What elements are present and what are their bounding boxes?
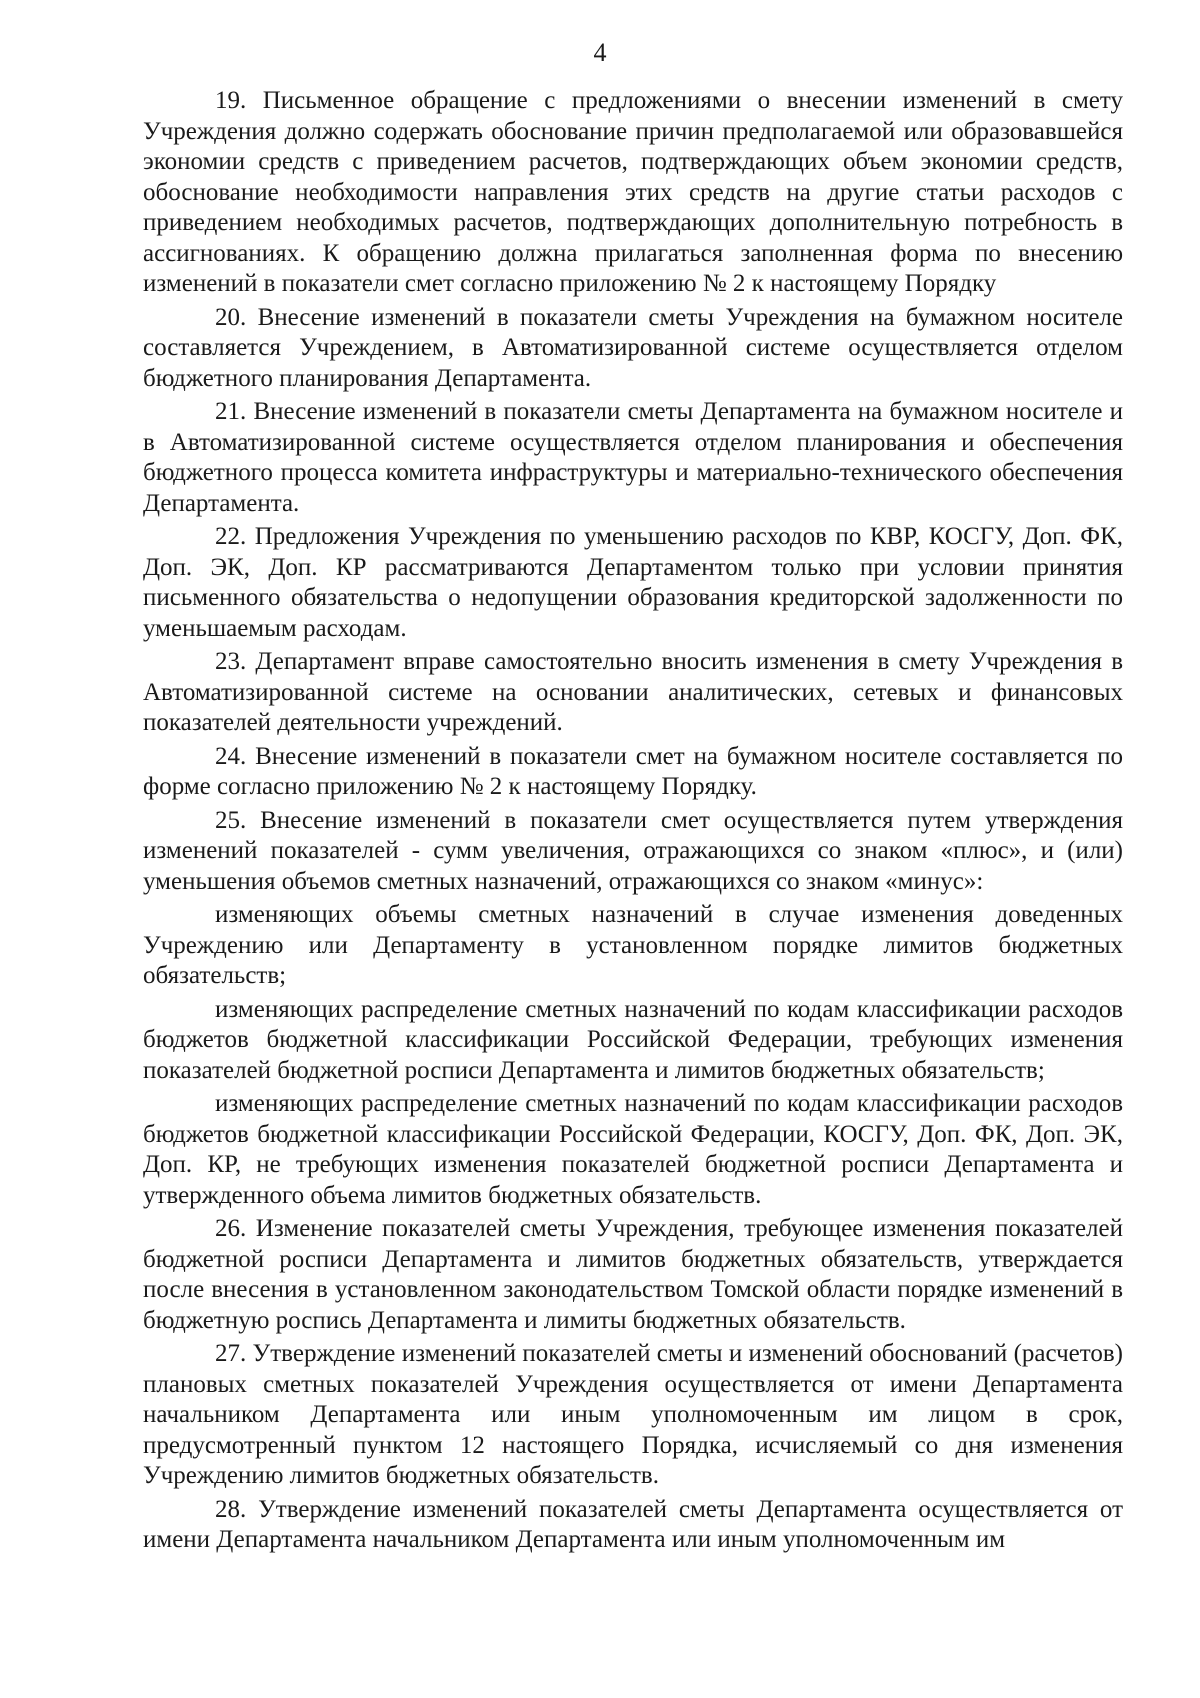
paragraph-28: 28. Утверждение изменений показателей сметы Департамента осуществляется от имени Департамента начальником Департамента или иным уполномоченным им xyxy=(143,1495,1123,1553)
paragraph-25: 25. Внесение изменений в показатели смет осуществляется путем утверждения изменений показателей - сумм увеличения, отражающихся со знаком «плюс», и (или) уменьшения объемов сметных назначений, отражающихся со знаком «минус»: xyxy=(143,806,1123,895)
paragraph-25-item-1: изменяющих объемы сметных назначений в случае изменения доведенных Учреждению или Департаменту в установленном порядке лимитов бюджетных обязательств; xyxy=(143,901,1123,989)
paragraph-20: 20. Внесение изменений в показатели сметы Учреждения на бумажном носителе составляется Учреждением, в Автоматизированной системе осуществляется отделом бюджетного планирования Департамента. xyxy=(143,303,1123,392)
paragraph-19: 19. Письменное обращение с предложениями о внесении изменений в смету Учреждения должно содержать обоснование причин предполагаемой или образовавшейся экономии средств с приведением расчетов, подтверждающих объем экономии средств, обоснование необходимости направления этих средств на другие статьи расходов с приведением необходимых расчетов, подтверждающих дополнительную потребность в ассигнованиях. К обращению должна прилагаться заполненная форма по внесению изменений в показатели смет согласно приложению № 2 к настоящему Порядку xyxy=(143,87,1123,297)
paragraph-27: 27. Утверждение изменений показателей сметы и изменений обоснований (расчетов) плановых сметных показателей Учреждения осуществляется от имени Департамента начальником Департамента или иным уполномоченным им лицом в срок, предусмотренный пунктом 12 настоящего Порядка, исчисляемый со дня изменения Учреждению лимитов бюджетных обязательств. xyxy=(143,1340,1123,1489)
page-number: 4 xyxy=(593,38,607,67)
paragraph-25-item-3: изменяющих распределение сметных назначений по кодам классификации расходов бюджетов бюджетной классификации Российской Федерации, КОСГУ, Доп. ФК, Доп. ЭК, Доп. КР, не требующих изменения показателей бюджетной росписи Департамента и утвержденного объема лимитов бюджетных обязательств. xyxy=(143,1090,1123,1209)
paragraph-25-item-2: изменяющих распределение сметных назначений по кодам классификации расходов бюджетов бюджетной классификации Российской Федерации, требующих изменения показателей бюджетной росписи Департамента и лимитов бюджетных обязательств; xyxy=(143,995,1123,1084)
paragraph-22: 22. Предложения Учреждения по уменьшению расходов по КВР, КОСГУ, Доп. ФК, Доп. ЭК, Доп. КР рассматриваются Департаментом только при условии принятия письменного обязательства о недопущении образования кредиторской задолженности по уменьшаемым расходам. xyxy=(143,523,1123,642)
paragraph-24: 24. Внесение изменений в показатели смет на бумажном носителе составляется по форме согласно приложению № 2 к настоящему Порядку. xyxy=(143,742,1123,800)
paragraph-23: 23. Департамент вправе самостоятельно вносить изменения в смету Учреждения в Автоматизированной системе на основании аналитических, сетевых и финансовых показателей деятельности учреждений. xyxy=(143,648,1123,736)
paragraph-21: 21. Внесение изменений в показатели сметы Департамента на бумажном носителе и в Автоматизированной системе осуществляется отделом планирования и обеспечения бюджетного процесса комитета инфраструктуры и материально-технического обеспечения Департамента. xyxy=(143,398,1123,517)
paragraph-26: 26. Изменение показателей сметы Учреждения, требующее изменения показателей бюджетной росписи Департамента и лимитов бюджетных обязательств, утверждается после внесения в установленном законодательством Томской области порядке изменений в бюджетную роспись Департамента и лимиты бюджетных обязательств. xyxy=(143,1215,1123,1334)
document-body xyxy=(143,86,1123,1556)
